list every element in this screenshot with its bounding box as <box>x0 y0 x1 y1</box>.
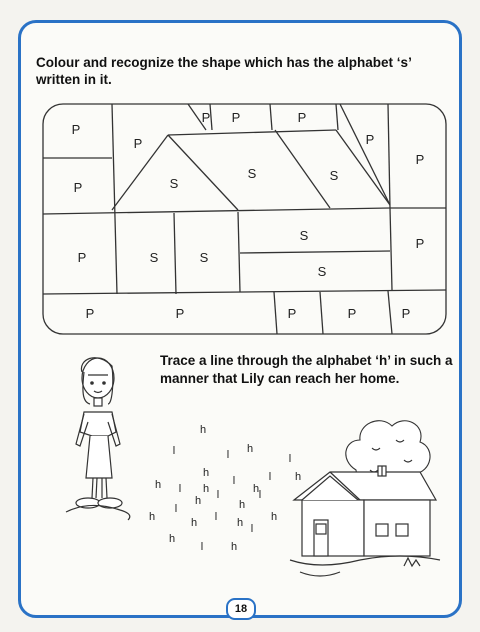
puzzle-letter: P <box>85 306 95 321</box>
puzzle-letter: P <box>297 110 307 125</box>
trace-letter: l <box>174 503 178 515</box>
trace-letter: l <box>258 489 262 501</box>
trace-letter: h <box>202 483 210 495</box>
puzzle-letter: S <box>149 250 159 265</box>
trace-letter: h <box>199 424 207 436</box>
trace-letter: l <box>288 453 292 465</box>
girl-lily-illustration <box>66 358 130 520</box>
page-number: 18 <box>226 598 256 620</box>
trace-letter: h <box>294 471 302 483</box>
trace-letter: h <box>202 467 210 479</box>
trace-letter: l <box>250 523 254 535</box>
puzzle-letter: P <box>77 250 87 265</box>
trace-letter: h <box>154 479 162 491</box>
trace-letter: h <box>238 499 246 511</box>
puzzle-letter: P <box>415 152 425 167</box>
trace-letter: h <box>270 511 278 523</box>
puzzle-letter: P <box>287 306 297 321</box>
trace-letter: h <box>194 495 202 507</box>
puzzle-letter: P <box>231 110 241 125</box>
trace-letter: l <box>178 483 182 495</box>
trace-letter: l <box>200 541 204 553</box>
puzzle-letter: P <box>415 236 425 251</box>
puzzle-letter: P <box>365 132 375 147</box>
puzzle-letter: P <box>73 180 83 195</box>
trace-letter: l <box>232 475 236 487</box>
puzzle-letter: S <box>199 250 209 265</box>
puzzle-letter: S <box>329 168 339 183</box>
trace-letter: h <box>168 533 176 545</box>
trace-letter: l <box>214 511 218 523</box>
puzzle-letter: P <box>347 306 357 321</box>
puzzle-letter: P <box>133 136 143 151</box>
puzzle-letter: S <box>317 264 327 279</box>
trace-letter: h <box>190 517 198 529</box>
trace-letter: h <box>148 511 156 523</box>
trace-letter: l <box>172 445 176 457</box>
puzzle-letter: P <box>175 306 185 321</box>
trace-letter: h <box>230 541 238 553</box>
trace-letter: h <box>252 483 260 495</box>
puzzle-letter: P <box>201 110 211 125</box>
trace-instruction: Trace a line through the alphabet ‘h’ in such a manner that Lily can reach her home. <box>160 353 453 386</box>
puzzle-letter: P <box>401 306 411 321</box>
puzzle-letter: P <box>71 122 81 137</box>
trace-letter: l <box>268 471 272 483</box>
puzzle-letter: S <box>169 176 179 191</box>
trace-letter: l <box>216 489 220 501</box>
puzzle-letter: S <box>247 166 257 181</box>
trace-letter: h <box>246 443 254 455</box>
trace-letter: l <box>226 449 230 461</box>
puzzle-letter: S <box>299 228 309 243</box>
trace-letter: h <box>236 517 244 529</box>
house-illustration <box>290 466 440 576</box>
heading: Colour and recognize the shape which has the alphabet ‘s’ written in it. <box>36 55 412 87</box>
